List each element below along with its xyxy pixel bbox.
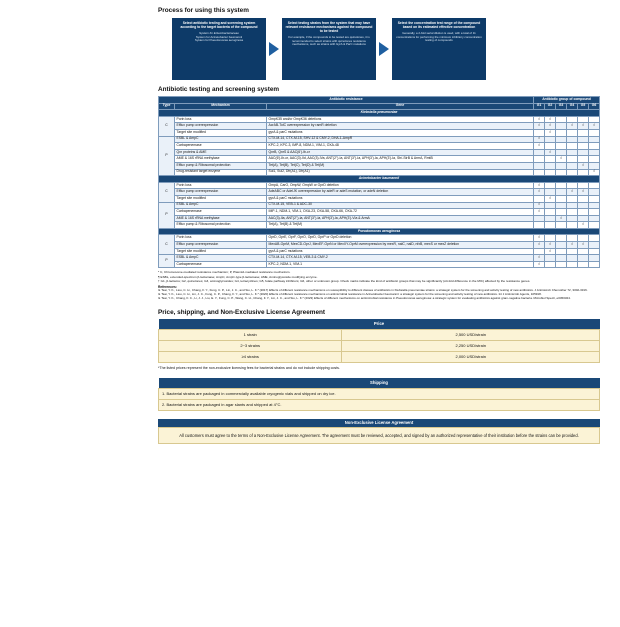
gene-cell: Tet(A), Tet(B) & Tet(M) xyxy=(267,222,534,229)
check-cell-g1: √ xyxy=(534,116,545,123)
check-cell-g4 xyxy=(567,261,578,268)
check-cell-g4 xyxy=(567,195,578,202)
check-cell-g6 xyxy=(589,182,600,189)
check-cell-g1 xyxy=(534,162,545,169)
check-cell-g1: √ xyxy=(534,255,545,262)
check-cell-g1: √ xyxy=(534,261,545,268)
screening-table xyxy=(158,96,600,268)
check-cell-g2: √ xyxy=(545,123,556,130)
check-cell-g5: √ xyxy=(578,189,589,196)
gene-cell: Tet(A), Tet(B), Tet(C), Tet(D) & Tet(M) xyxy=(267,162,534,169)
price-note: *The listed prices represent the non-exclusive licensing fees for bacterial strains and do not include shipping costs. xyxy=(158,365,340,370)
reference-item: ➤ Tsai, Y. K., Liou, C. H., Lin, J. C., Fung, C. P., Chang, F. Y., and Siu, L. K.* (2020) Effects of different resistance mechanisms on antimicrobial resistance in Acinetobacter baumannii: a strategic system for the screening and activity testing of new antibiotics. Int J Antimicrob Agents, 105918. xyxy=(158,291,542,296)
check-cell-g5 xyxy=(578,235,589,242)
check-cell-g2 xyxy=(545,215,556,222)
check-cell-g6 xyxy=(589,209,600,216)
mechanism-cell: Porin loss xyxy=(175,116,267,123)
mechanism-cell: AME & 16S rRNA methylase xyxy=(175,156,267,163)
gene-cell: OmpA, CarO, OmpW, OmpW or OprD deletion xyxy=(267,182,534,189)
check-cell-g4 xyxy=(567,149,578,156)
gene-cell: gyrA & parC mutations xyxy=(267,195,534,202)
check-cell-g3: √ xyxy=(556,156,567,163)
check-cell-g6 xyxy=(589,162,600,169)
check-cell-g6 xyxy=(589,156,600,163)
check-cell-g4 xyxy=(567,136,578,143)
check-cell-g6 xyxy=(589,136,600,143)
check-cell-g4 xyxy=(567,156,578,163)
check-cell-g1 xyxy=(534,129,545,136)
check-cell-g1 xyxy=(534,222,545,229)
check-cell-g5: √ xyxy=(578,242,589,249)
step-body-line: System for Enterobacteriaceae xyxy=(199,31,239,35)
check-cell-g3 xyxy=(556,195,567,202)
check-cell-g4 xyxy=(567,202,578,209)
check-cell-g3 xyxy=(556,182,567,189)
step-body-line: For example, if the compounds to be tested are quinolones, it is recommended to select strains with quinolones resistance mechanisms, such as strains with GyrA & ParC mutations xyxy=(288,35,370,47)
check-cell-g2 xyxy=(545,143,556,150)
gene-cell: CTX-M-14, CTX-M-15, VEB-3 & CMY-2 xyxy=(267,255,534,262)
price-qty: 1 strain xyxy=(159,329,342,340)
pricing-title: Price, shipping, and Non-Exclusive License Agreement xyxy=(158,308,326,316)
check-cell-g3 xyxy=(556,162,567,169)
gene-cell: IMP-1, NDM-1, VIM-1, OXA-23, OXA-58, OXA-66, OXA-72 xyxy=(267,209,534,216)
section-name: Acinetobacter baumannii xyxy=(159,176,600,183)
check-cell-g3 xyxy=(556,129,567,136)
type-cell: P xyxy=(159,255,175,268)
process-step-2 xyxy=(282,18,376,80)
type-cell: P xyxy=(159,136,175,176)
check-cell-g3: √ xyxy=(556,215,567,222)
table-row xyxy=(159,136,600,143)
check-cell-g3 xyxy=(556,261,567,268)
check-cell-g4 xyxy=(567,143,578,150)
gene-cell: AcrAB-TolC overexpression by ramR deletion xyxy=(267,123,534,130)
check-cell-g4 xyxy=(567,209,578,216)
section-row xyxy=(159,228,600,235)
check-cell-g2 xyxy=(545,261,556,268)
check-cell-g4 xyxy=(567,248,578,255)
table-notes xyxy=(158,270,600,283)
table-row xyxy=(159,209,600,216)
check-cell-g6 xyxy=(589,261,600,268)
document-page xyxy=(148,7,610,623)
gene-cell: OmpK35 and/or OmpK36 deletions xyxy=(267,116,534,123)
table-row xyxy=(159,129,600,136)
step-body-line: System for Pseudomonas aeruginosa xyxy=(194,38,244,43)
gene-cell: CTX-M-14, CTX-M-15, SHV-12 & CMY-2, DHA-1-AmpR xyxy=(267,136,534,143)
check-cell-g1: √ xyxy=(534,202,545,209)
table-note: † G1, β-lactams; G2, quinolones; G3, aminoglycosides; G4, tetracyclines; G5, folate pathway inhibitors; G6, other or unknown group. Check marks indicate the kind of antibiotic groups that may be significantly (≥4-fold difference in the MIC) affected by the resistance genes. xyxy=(158,278,531,283)
check-cell-g1 xyxy=(534,195,545,202)
table-row xyxy=(159,261,600,268)
check-cell-g5: √ xyxy=(578,123,589,130)
check-cell-g2 xyxy=(545,209,556,216)
check-cell-g2: √ xyxy=(545,242,556,249)
header-g3: G3 xyxy=(556,103,567,110)
check-cell-g5 xyxy=(578,255,589,262)
check-cell-g2 xyxy=(545,222,556,229)
price-row xyxy=(159,329,600,340)
check-cell-g6 xyxy=(589,255,600,262)
table-row xyxy=(159,189,600,196)
check-cell-g2 xyxy=(545,156,556,163)
table-row xyxy=(159,116,600,123)
table-row xyxy=(159,235,600,242)
check-cell-g5 xyxy=(578,136,589,143)
check-cell-g5: √ xyxy=(578,222,589,229)
check-cell-g6 xyxy=(589,215,600,222)
check-cell-g5 xyxy=(578,149,589,156)
table-row xyxy=(159,195,600,202)
gene-cell: gyrA & parC mutations xyxy=(267,248,534,255)
header-g5: G5 xyxy=(578,103,589,110)
check-cell-g1 xyxy=(534,149,545,156)
header-g4: G4 xyxy=(567,103,578,110)
mechanism-cell: ESBL & AmpC xyxy=(175,136,267,143)
check-cell-g4 xyxy=(567,255,578,262)
check-cell-g3 xyxy=(556,136,567,143)
check-cell-g3 xyxy=(556,209,567,216)
check-cell-g6 xyxy=(589,143,600,150)
arrow-right-icon xyxy=(379,42,389,56)
check-cell-g5 xyxy=(578,248,589,255)
type-cell: P xyxy=(159,202,175,228)
mechanism-cell: Efflux pump overexpression xyxy=(175,189,267,196)
table-row xyxy=(159,149,600,156)
mechanism-cell: Efflux pump & Ribosomal protection xyxy=(175,162,267,169)
gene-cell: gyrA & parC mutations xyxy=(267,129,534,136)
section-row xyxy=(159,110,600,117)
check-cell-g6 xyxy=(589,116,600,123)
gene-cell: AdeABC or AdeIJK overexpression by adeR or adeS mutation, or adeN deletion xyxy=(267,189,534,196)
mechanism-cell: ESBL & AmpC xyxy=(175,255,267,262)
check-cell-g3 xyxy=(556,169,567,176)
mechanism-cell: Carbapenemase xyxy=(175,261,267,268)
check-cell-g1 xyxy=(534,248,545,255)
table-row xyxy=(159,215,600,222)
check-cell-g6 xyxy=(589,248,600,255)
mechanism-cell: Qnr proteins & AME xyxy=(175,149,267,156)
check-cell-g2 xyxy=(545,182,556,189)
mechanism-cell: Porin loss xyxy=(175,182,267,189)
check-cell-g2 xyxy=(545,235,556,242)
process-step-3 xyxy=(392,18,486,80)
check-cell-g2 xyxy=(545,202,556,209)
process-step-title: Select antibiotic testing and screening system according to the target bacteria of the compound xyxy=(180,21,258,29)
header-antibiotic-resistance: Antibiotic resistance xyxy=(159,97,534,104)
check-cell-g3 xyxy=(556,202,567,209)
check-cell-g3 xyxy=(556,255,567,262)
header-g1: G1 xyxy=(534,103,545,110)
arrow-right-icon xyxy=(269,42,279,56)
check-cell-g3 xyxy=(556,143,567,150)
screening-table-body xyxy=(159,110,600,268)
check-cell-g5 xyxy=(578,129,589,136)
section-name: Pseudomonas aeruginosa xyxy=(159,228,600,235)
check-cell-g5 xyxy=(578,202,589,209)
mechanism-cell: ESBL & AmpC xyxy=(175,202,267,209)
section-row xyxy=(159,176,600,183)
check-cell-g3 xyxy=(556,189,567,196)
check-cell-g4 xyxy=(567,129,578,136)
check-cell-g4 xyxy=(567,169,578,176)
check-cell-g1: √ xyxy=(534,209,545,216)
license-header: Non-Exclusive License Agreement xyxy=(158,419,600,427)
mechanism-cell: Target site modified xyxy=(175,195,267,202)
check-cell-g3 xyxy=(556,116,567,123)
check-cell-g5 xyxy=(578,143,589,150)
price-row xyxy=(159,351,600,362)
check-cell-g5 xyxy=(578,156,589,163)
check-cell-g5 xyxy=(578,261,589,268)
check-cell-g4: √ xyxy=(567,123,578,130)
check-cell-g5 xyxy=(578,116,589,123)
mechanism-cell: Drug-resistant target enzyme xyxy=(175,169,267,176)
check-cell-g5 xyxy=(578,195,589,202)
check-cell-g2: √ xyxy=(545,149,556,156)
check-cell-g1 xyxy=(534,215,545,222)
process-flow xyxy=(158,18,600,80)
price-qty: ≥4 strains xyxy=(159,351,342,362)
check-cell-g4 xyxy=(567,235,578,242)
check-cell-g4 xyxy=(567,182,578,189)
table-note: * C, Chromosome-mediated resistance mechanism; P, Plasmid-mediated resistance mechanism. xyxy=(158,270,291,275)
price-header: Price xyxy=(159,319,600,330)
price-value: 2,000 USD/strain xyxy=(342,351,600,362)
mechanism-cell: Efflux pump & Ribosomal protection xyxy=(175,222,267,229)
check-cell-g6 xyxy=(589,235,600,242)
step-body-line: Generally, a 2-fold serial dilution is used, with a total of 11 concentrations for performing the minimum inhibitory concentration testing of compounds xyxy=(396,31,482,43)
table-row xyxy=(159,182,600,189)
price-row xyxy=(159,340,600,351)
check-cell-g1: √ xyxy=(534,189,545,196)
mechanism-cell: Target site modified xyxy=(175,248,267,255)
type-cell: C xyxy=(159,235,175,255)
check-cell-g2: √ xyxy=(545,129,556,136)
screening-title: Antibiotic testing and screening system xyxy=(158,86,280,93)
check-cell-g6 xyxy=(589,222,600,229)
gene-cell: QnrB, QnrS & AAC(6')-Ib-cr xyxy=(267,149,534,156)
check-cell-g4 xyxy=(567,215,578,222)
table-row xyxy=(159,255,600,262)
table-row xyxy=(159,156,600,163)
process-title: Process for using this system xyxy=(158,7,249,14)
section-name: Klebsiella pneumoniae xyxy=(159,110,600,117)
table-row xyxy=(159,169,600,176)
mechanism-cell: Efflux pump overexpression xyxy=(175,123,267,130)
process-step-1 xyxy=(172,18,266,80)
check-cell-g2 xyxy=(545,189,556,196)
check-cell-g4: √ xyxy=(567,189,578,196)
mechanism-cell: Porin loss xyxy=(175,235,267,242)
check-cell-g6 xyxy=(589,242,600,249)
check-cell-g3 xyxy=(556,248,567,255)
gene-cell: AAC(6')-Ib-cr, AAC(3)-IId, AAC(3)-IVa, ANT(2'')-Ia, ANT(3'')-Ia, APH(3')-Ia, APH(3')-Ia, Str/-StrB & ArmA, RmtB xyxy=(267,156,534,163)
check-cell-g2: √ xyxy=(545,195,556,202)
shipping-item: 1. Bacterial strains are packaged in commercially available cryogenic vials and shipped on dry ice. xyxy=(159,388,600,399)
header-mechanism: Mechanism xyxy=(175,103,267,110)
table-row xyxy=(159,242,600,249)
shipping-header: Shipping xyxy=(159,378,600,389)
check-cell-g3 xyxy=(556,149,567,156)
reference-item: ➤ Tsai, Y. K., Liou, C. H., Chang, F. Y., Fung, C. P., Lin, J. C., and Siu, L. K.* (2017) Effects of different resistance mechanisms on susceptibility to different classes of antibiotics in Klebsiella pneumoniae strains: a strategic system for the screening and activity testing of new antibiotics. J Antimicrob Chemother 72, 3302-3316. xyxy=(158,288,588,293)
table-row xyxy=(159,123,600,130)
process-step-title: Select the concentration test range of the compound based on its estimated effective concentration xyxy=(397,21,481,29)
process-step-title: Select testing strains from the system that may have relevant resistance mechanisms against the compound to be tested xyxy=(285,21,373,33)
table-row xyxy=(159,248,600,255)
gene-cell: CTX-M-15, VEB-1 & ADC-30 xyxy=(267,202,534,209)
process-step-body xyxy=(175,32,263,43)
check-cell-g6 xyxy=(589,149,600,156)
check-cell-g4 xyxy=(567,162,578,169)
gene-cell: KPC-2, NDM-1, VIM-1 xyxy=(267,261,534,268)
table-row xyxy=(159,162,600,169)
check-cell-g6: √ xyxy=(589,169,600,176)
header-g6: G6 xyxy=(589,103,600,110)
mechanism-cell: Efflux pump overexpression xyxy=(175,242,267,249)
check-cell-g5 xyxy=(578,215,589,222)
header-type: Type xyxy=(159,103,175,110)
check-cell-g2: √ xyxy=(545,248,556,255)
check-cell-g6 xyxy=(589,202,600,209)
check-cell-g5 xyxy=(578,182,589,189)
shipping-table xyxy=(158,378,600,411)
check-cell-g1: √ xyxy=(534,182,545,189)
check-cell-g3 xyxy=(556,222,567,229)
gene-cell: OprD, OprE, OprF, OprO, OprD, OprP or OprD deletion xyxy=(267,235,534,242)
price-table xyxy=(158,319,600,363)
type-cell: C xyxy=(159,182,175,202)
table-row xyxy=(159,222,600,229)
check-cell-g6: √ xyxy=(589,123,600,130)
table-note: ¶ ESBL, extended-spectrum β-lactamase; AmpC, AmpC-type β-lactamase; AME, Aminoglycoside modifying enzyme. xyxy=(158,274,318,279)
check-cell-g4 xyxy=(567,222,578,229)
price-qty: 2~3 strains xyxy=(159,340,342,351)
check-cell-g5 xyxy=(578,209,589,216)
check-cell-g4 xyxy=(567,116,578,123)
check-cell-g6 xyxy=(589,129,600,136)
gene-cell: MexAB-OprM, MexCD-OprJ, MexEF-OprN or MexXY-OprM overexpression by mexR, nalC, nalD, nfxB, mexS or mexZ deletion xyxy=(267,242,534,249)
check-cell-g6 xyxy=(589,195,600,202)
header-antibiotic-group: Antibiotic group of compound xyxy=(534,97,600,104)
table-row xyxy=(159,202,600,209)
mechanism-cell: Carbapenemase xyxy=(175,143,267,150)
check-cell-g5: √ xyxy=(578,162,589,169)
check-cell-g3 xyxy=(556,235,567,242)
check-cell-g4: √ xyxy=(567,242,578,249)
check-cell-g1: √ xyxy=(534,136,545,143)
shipping-item: 2. Bacterial strains are packaged in agar slants and shipped at 4°C. xyxy=(159,399,600,410)
check-cell-g5 xyxy=(578,169,589,176)
check-cell-g2 xyxy=(545,136,556,143)
check-cell-g1: √ xyxy=(534,235,545,242)
reference-item: ➤ Tsai, Y. K., Chang, F. C., Li, J. J., Liu, E. Y., Fung, C. P., Wang, C. H., Chang, F. Y., Lin, J. C., and Siu, L. K.* (2023) Effects of different mechanisms on antimicrobial resistance in Pseudomonas aeruginosa: a strategic system for evaluating antibiotics against gram-negative bacteria. Microbiol Spectr, e0450324. xyxy=(158,295,571,300)
mechanism-cell: Carbapenemase xyxy=(175,209,267,216)
check-cell-g2 xyxy=(545,169,556,176)
header-g2: G2 xyxy=(545,103,556,110)
check-cell-g1: √ xyxy=(534,123,545,130)
check-cell-g3 xyxy=(556,123,567,130)
header-gene: Gene xyxy=(267,103,534,110)
type-cell: C xyxy=(159,116,175,136)
gene-cell: AAC(3)-IIa, ANT(2'')-Ia, ANT(3'')-Ia, APH(3')-Ia, APH(3')-VIa & ArmA xyxy=(267,215,534,222)
mechanism-cell: Target site modified xyxy=(175,129,267,136)
check-cell-g3 xyxy=(556,242,567,249)
price-value: 2,500 USD/strain xyxy=(342,329,600,340)
license-text: All customers must agree to the terms of a Non-Exclusive License Agreement. The agreement must be reviewed, accepted, and signed by an authorized representative of their institution before the strains can be provided. xyxy=(158,427,600,444)
mechanism-cell: AME & 16S rRNA methylase xyxy=(175,215,267,222)
check-cell-g2: √ xyxy=(545,116,556,123)
check-cell-g1: √ xyxy=(534,242,545,249)
gene-cell: Sul1, Sul2, Dfr(A1), Dfr(A1) xyxy=(267,169,534,176)
gene-cell: KPC-2, KPC-3, IMP-8, NDM-1, VIM-1, OXA-48 xyxy=(267,143,534,150)
step-body-line: System for Acinetobacter baumannii xyxy=(195,34,243,39)
check-cell-g1 xyxy=(534,156,545,163)
check-cell-g2 xyxy=(545,255,556,262)
references-title: References: xyxy=(158,285,177,290)
check-cell-g1 xyxy=(534,169,545,176)
check-cell-g1: √ xyxy=(534,143,545,150)
check-cell-g2 xyxy=(545,162,556,169)
table-row xyxy=(159,143,600,150)
check-cell-g6 xyxy=(589,189,600,196)
price-value: 2,250 USD/strain xyxy=(342,340,600,351)
